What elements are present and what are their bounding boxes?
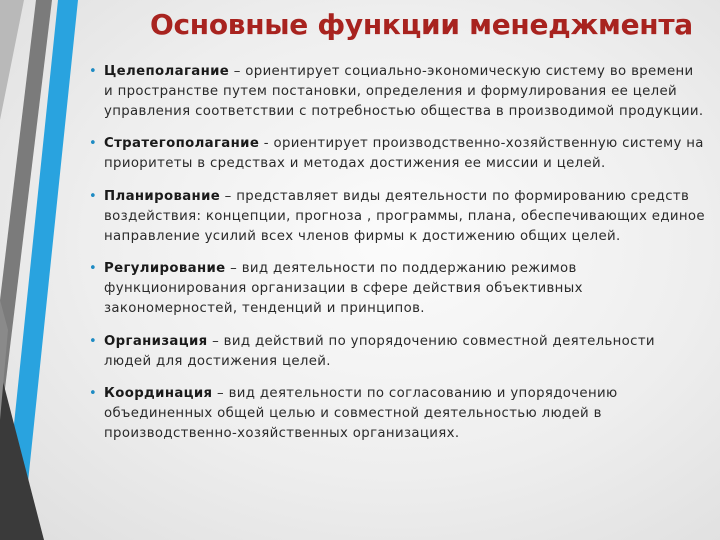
item-text: – вид действий по упорядочению совместной деятельности людей для достижения целей. <box>104 333 655 369</box>
list-item-strategy-setting <box>88 134 706 174</box>
bullet-icon: • <box>89 333 98 349</box>
item-text: - ориентирует производственно-хозяйственную систему на приоритеты в средствах и методах достижения ее миссии и целей. <box>104 136 704 172</box>
slide-title: Основные функции менеджмента <box>150 8 693 41</box>
list-item-organization <box>88 332 706 372</box>
stripe-gray-light <box>0 0 24 120</box>
bullet-icon: • <box>89 261 98 277</box>
item-term: Организация <box>104 333 208 349</box>
bullet-icon: • <box>89 386 98 402</box>
item-term: Целеполагание <box>104 64 230 79</box>
item-text: – представляет виды деятельности по формированию средств воздействия: концепции, прогноза , программы, плана, обеспечивающих единое направление усилий всех членов фирмы к достижению общих целей. <box>104 188 705 244</box>
list-item-goal-setting <box>88 62 706 121</box>
bullet-icon: • <box>89 64 98 79</box>
item-text: – вид деятельности по согласованию и упорядочению объединенных общей целью и совместной деятельностью людей в производственно-хозяйственных организациях. <box>104 386 618 441</box>
decorative-stripes <box>0 0 100 540</box>
item-term: Планирование <box>104 188 221 204</box>
item-term: Координация <box>104 386 213 402</box>
bullet-icon: • <box>89 188 98 204</box>
list-item-regulation <box>88 259 706 318</box>
item-term: Регулирование <box>104 261 226 277</box>
bullet-icon: • <box>89 136 98 152</box>
item-text: – ориентирует социально-экономическую систему во времени и пространстве путем постановки, определения и формулирования ее целей управления соответствии с потребностью общества в производимой продукции. <box>104 64 704 119</box>
item-text: – вид деятельности по поддержанию режимов функционирования организации в сфере действия объективных закономерностей, тенденций и принципов. <box>104 261 583 316</box>
list-item-planning <box>88 187 706 246</box>
item-term: Стратегополагание <box>104 136 260 152</box>
list-item-coordination <box>88 384 706 443</box>
functions-list <box>88 62 706 457</box>
